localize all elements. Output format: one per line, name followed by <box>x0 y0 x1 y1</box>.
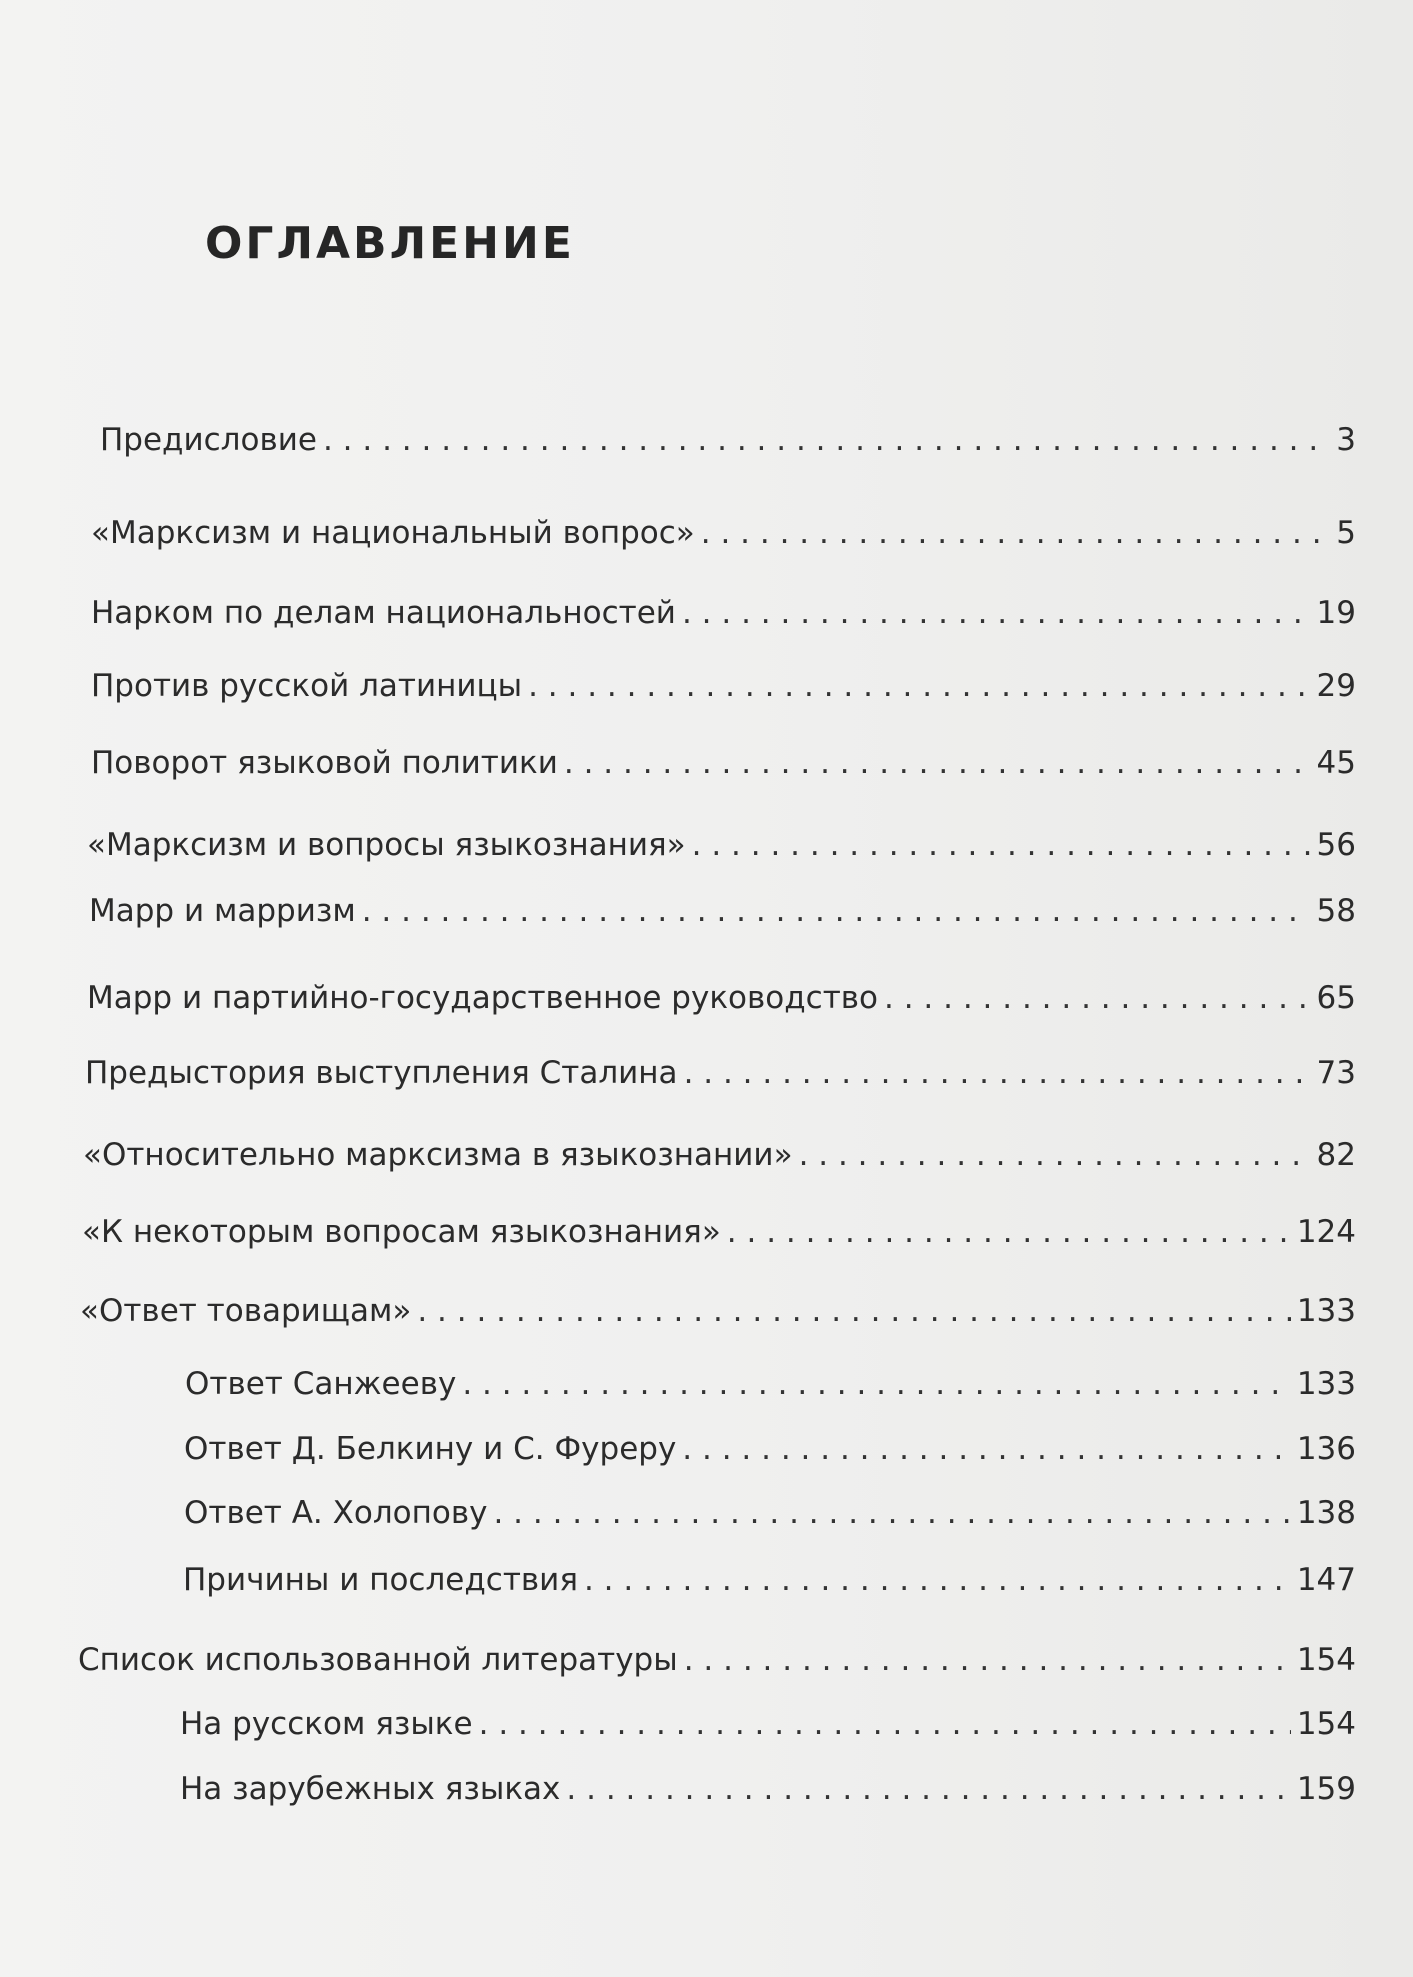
toc-entry <box>91 595 1356 639</box>
toc-entry-page: 124 <box>1296 1214 1356 1250</box>
toc-entry-page: 65 <box>1316 980 1356 1016</box>
toc-entry-title: Поворот языковой политики <box>91 745 558 781</box>
toc-entry <box>78 1642 1356 1686</box>
toc-entry-page: 29 <box>1316 668 1356 704</box>
dot-leader <box>362 893 1311 929</box>
toc-entry-title: Предисловие <box>100 422 317 458</box>
dot-leader <box>462 1366 1291 1402</box>
toc-entry <box>83 1137 1356 1181</box>
toc-entry-page: 138 <box>1296 1495 1356 1531</box>
page-title: ОГЛАВЛЕНИЕ <box>205 218 575 269</box>
toc-entry-page: 45 <box>1316 745 1356 781</box>
dot-leader <box>417 1293 1290 1329</box>
toc-subentry <box>183 1562 1356 1606</box>
dot-leader <box>479 1706 1291 1742</box>
toc-subentry <box>184 1495 1356 1539</box>
toc-entry-page: 154 <box>1296 1706 1356 1742</box>
toc-entry-title: Ответ Санжееву <box>185 1366 457 1402</box>
toc-entry <box>91 745 1356 789</box>
dot-leader <box>727 1214 1291 1250</box>
toc-entry-title: На зарубежных языках <box>180 1771 561 1807</box>
dot-leader <box>564 745 1311 781</box>
toc-entry-title: «К некоторым вопросам языкознания» <box>82 1214 721 1250</box>
toc-entry-page: 154 <box>1296 1642 1356 1678</box>
toc-entry-page: 3 <box>1336 422 1356 458</box>
dot-leader <box>684 1055 1311 1091</box>
toc-entry-title: «Марксизм и вопросы языкознания» <box>87 827 686 863</box>
toc-entry-title: «Ответ товарищам» <box>80 1293 412 1329</box>
toc-entry-page: 136 <box>1296 1431 1356 1467</box>
toc-entry-page: 133 <box>1296 1366 1356 1402</box>
dot-leader <box>799 1137 1311 1173</box>
dot-leader <box>884 980 1311 1016</box>
toc-entry-title: Ответ А. Холопову <box>184 1495 488 1531</box>
toc-entry-title: Предыстория выступления Сталина <box>85 1055 678 1091</box>
toc-entry-page: 133 <box>1296 1293 1356 1329</box>
toc-entry <box>80 1293 1356 1337</box>
toc-entry <box>89 893 1356 937</box>
toc-entry-title: Марр и марризм <box>89 893 356 929</box>
dot-leader <box>584 1562 1291 1598</box>
toc-entry <box>100 422 1356 466</box>
toc-entry-title: Против русской латиницы <box>91 668 523 704</box>
toc-subentry <box>180 1771 1356 1815</box>
toc-entry-page: 159 <box>1296 1771 1356 1807</box>
dot-leader <box>323 422 1330 458</box>
dot-leader <box>566 1771 1290 1807</box>
dot-leader <box>701 515 1331 551</box>
toc-entry-title: Причины и последствия <box>183 1562 578 1598</box>
toc-entry-title: «Относительно марксизма в языкознании» <box>83 1137 793 1173</box>
toc-entry <box>82 1214 1356 1258</box>
toc-entry-page: 5 <box>1336 515 1356 551</box>
toc-entry-page: 82 <box>1316 1137 1356 1173</box>
toc-entry-title: Ответ Д. Белкину и С. Фуреру <box>184 1431 677 1467</box>
toc-entry-page: 58 <box>1316 893 1356 929</box>
toc-entry-page: 73 <box>1316 1055 1356 1091</box>
toc-subentry <box>184 1431 1356 1475</box>
toc-subentry <box>185 1366 1356 1410</box>
toc-entry-page: 147 <box>1296 1562 1356 1598</box>
dot-leader <box>684 1642 1291 1678</box>
toc-entry-title: На русском языке <box>180 1706 473 1742</box>
dot-leader <box>692 827 1311 863</box>
toc-entry <box>91 515 1356 559</box>
dot-leader <box>682 1431 1291 1467</box>
dot-leader <box>528 668 1310 704</box>
toc-subentry <box>180 1706 1356 1750</box>
toc-entry <box>91 668 1356 712</box>
dot-leader <box>493 1495 1290 1531</box>
toc-entry <box>85 1055 1356 1099</box>
toc-entry <box>87 980 1356 1024</box>
dot-leader <box>682 595 1311 631</box>
toc-entry-page: 56 <box>1316 827 1356 863</box>
toc-entry-page: 19 <box>1316 595 1356 631</box>
toc-entry-title: Нарком по делам национальностей <box>91 595 676 631</box>
toc-entry-title: «Марксизм и национальный вопрос» <box>91 515 695 551</box>
toc-entry-title: Марр и партийно-государственное руководство <box>87 980 879 1016</box>
toc-entry-title: Список использованной литературы <box>78 1642 678 1678</box>
toc-entry <box>87 827 1356 871</box>
